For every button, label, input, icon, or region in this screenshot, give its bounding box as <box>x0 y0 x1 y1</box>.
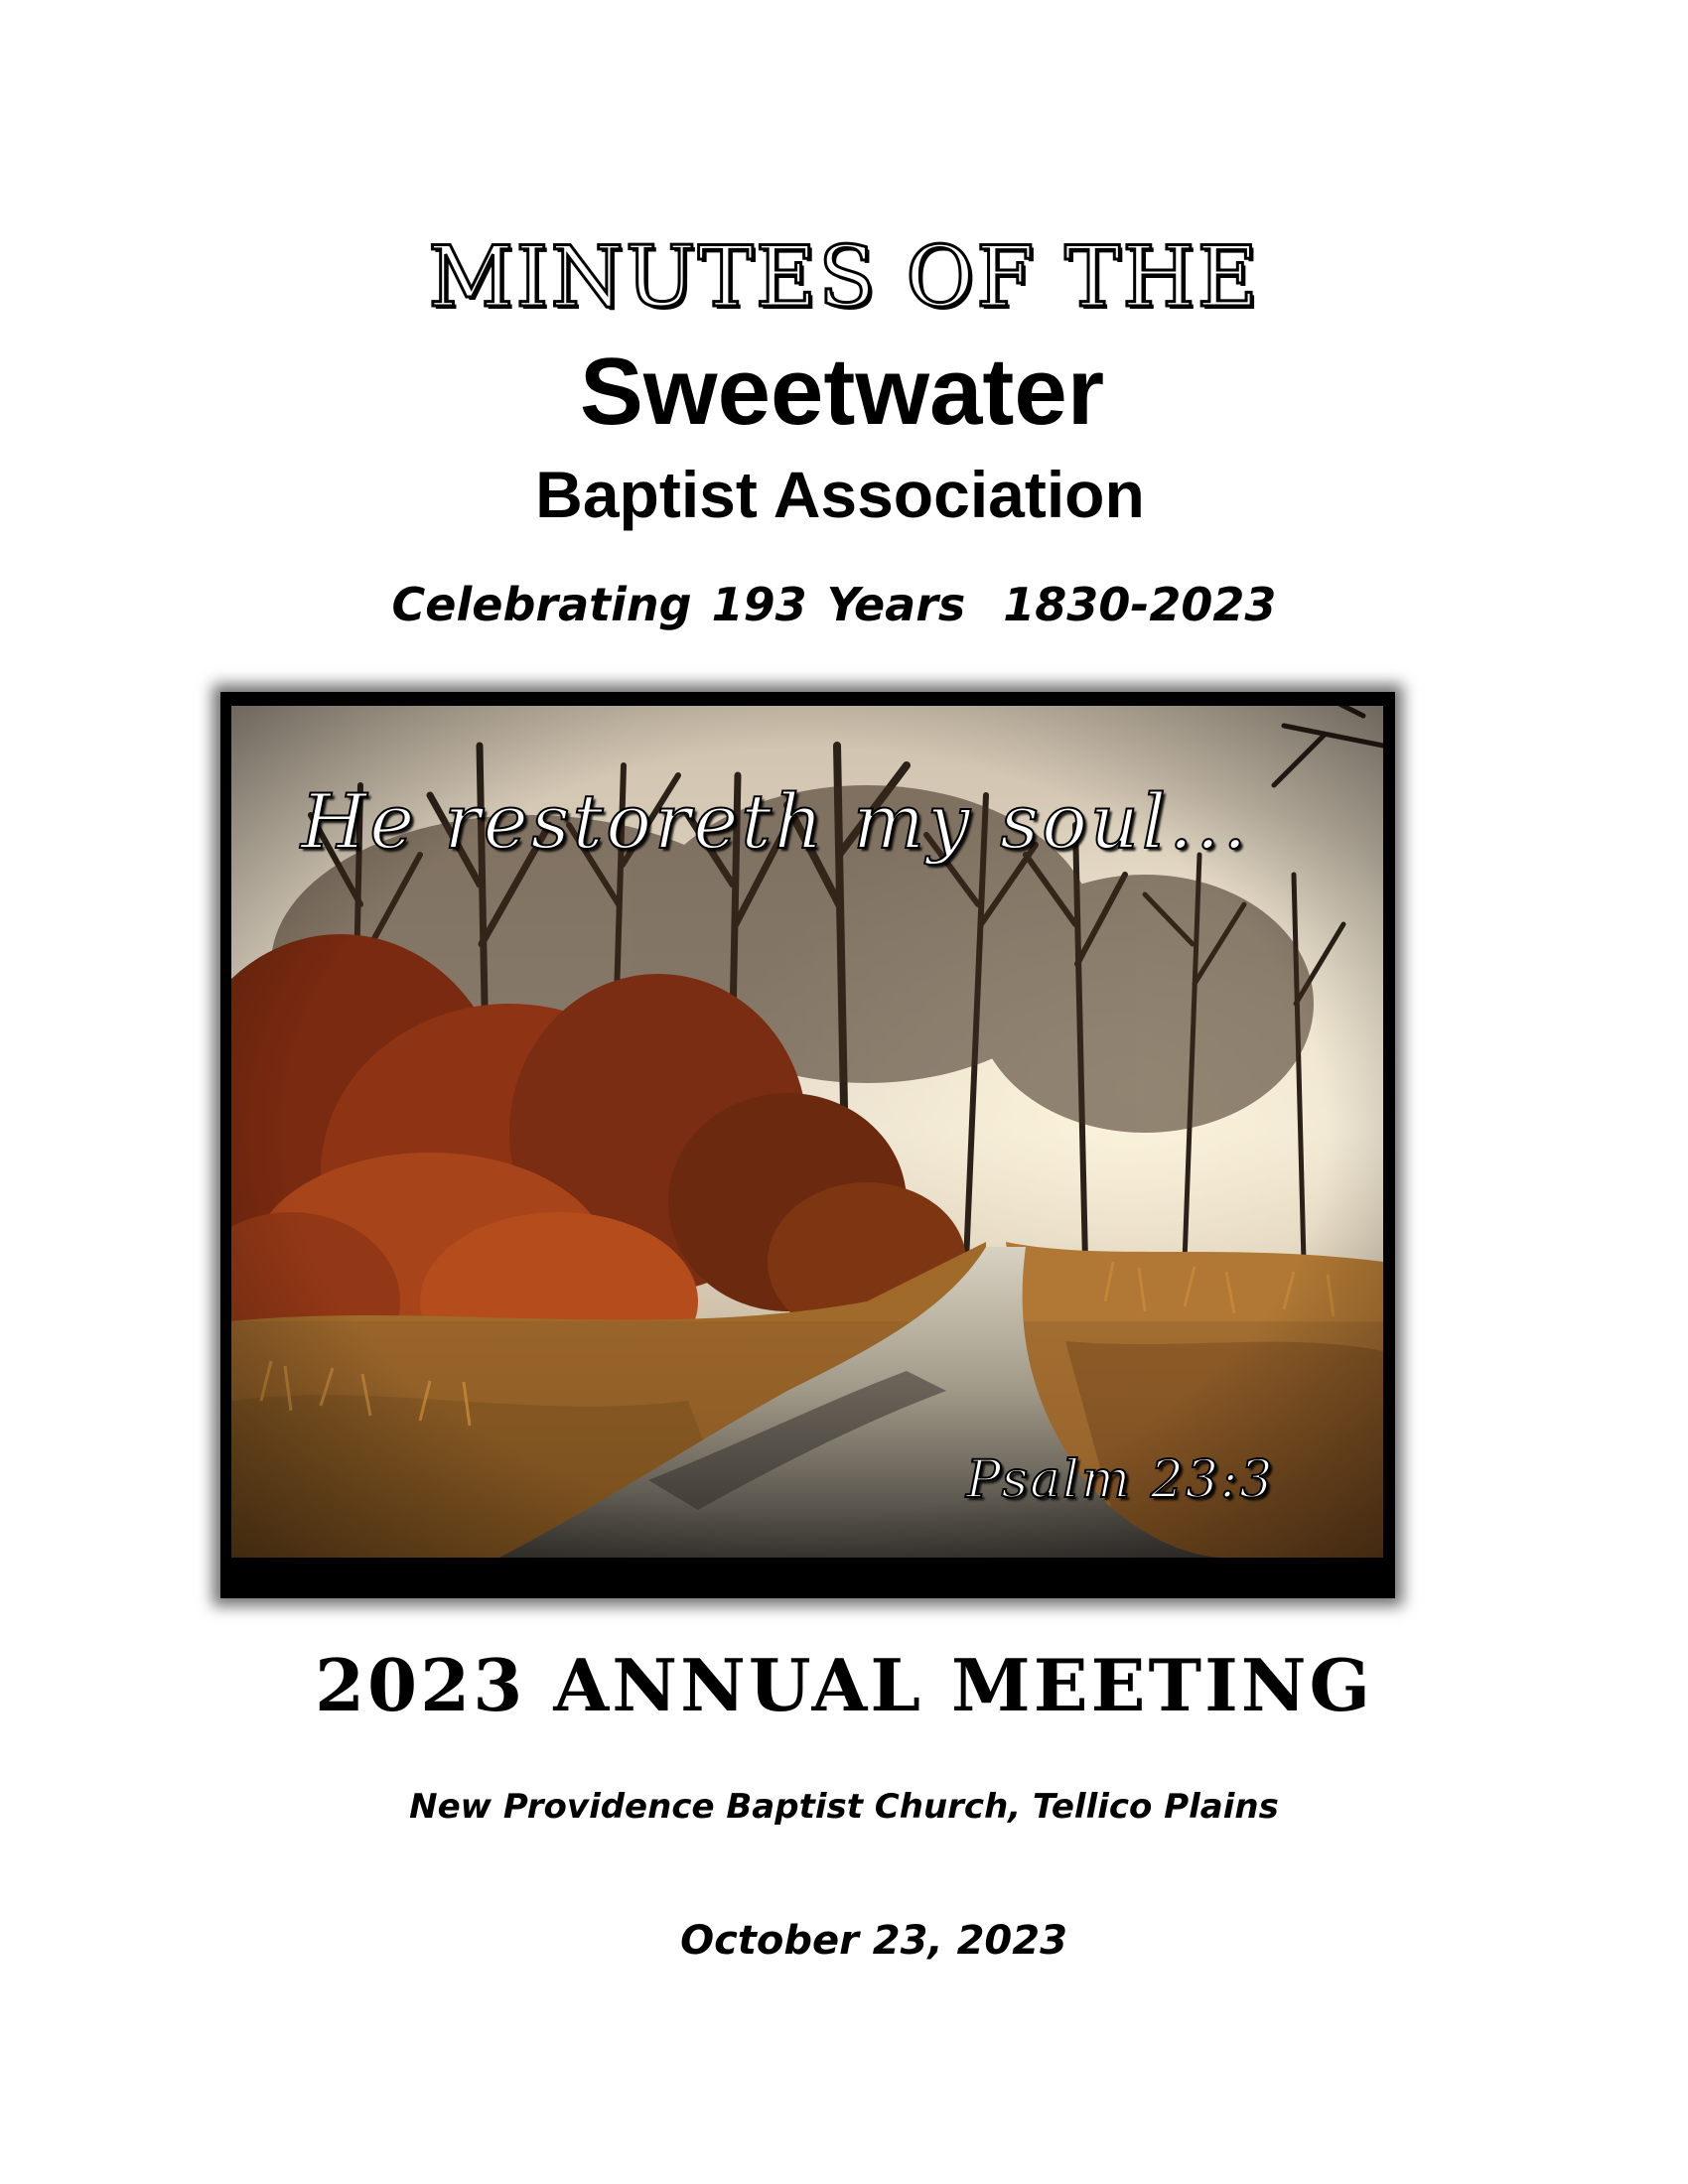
scripture-quote: He restoreth my soul... <box>301 777 1250 866</box>
minutes-heading: MINUTES OF THE <box>428 228 1260 326</box>
autumn-path-photo <box>231 706 1383 1558</box>
scripture-reference: Psalm 23:3 <box>966 1450 1275 1510</box>
association-name: Sweetwater <box>579 339 1105 445</box>
anniversary-line <box>0 578 1678 631</box>
association-subtitle: Baptist Association <box>535 458 1145 531</box>
annual-meeting-title: 2023 ANNUAL MEETING <box>314 1643 1374 1727</box>
meeting-location: New Providence Baptist Church, Tellico Plains <box>409 1787 1279 1827</box>
cover-photo-frame <box>220 692 1395 1598</box>
anniversary-years: 1830-2023 <box>1003 578 1277 631</box>
meeting-date: October 23, 2023 <box>680 1918 1067 1964</box>
anniversary-text: Celebrating 193 Years <box>391 578 966 631</box>
